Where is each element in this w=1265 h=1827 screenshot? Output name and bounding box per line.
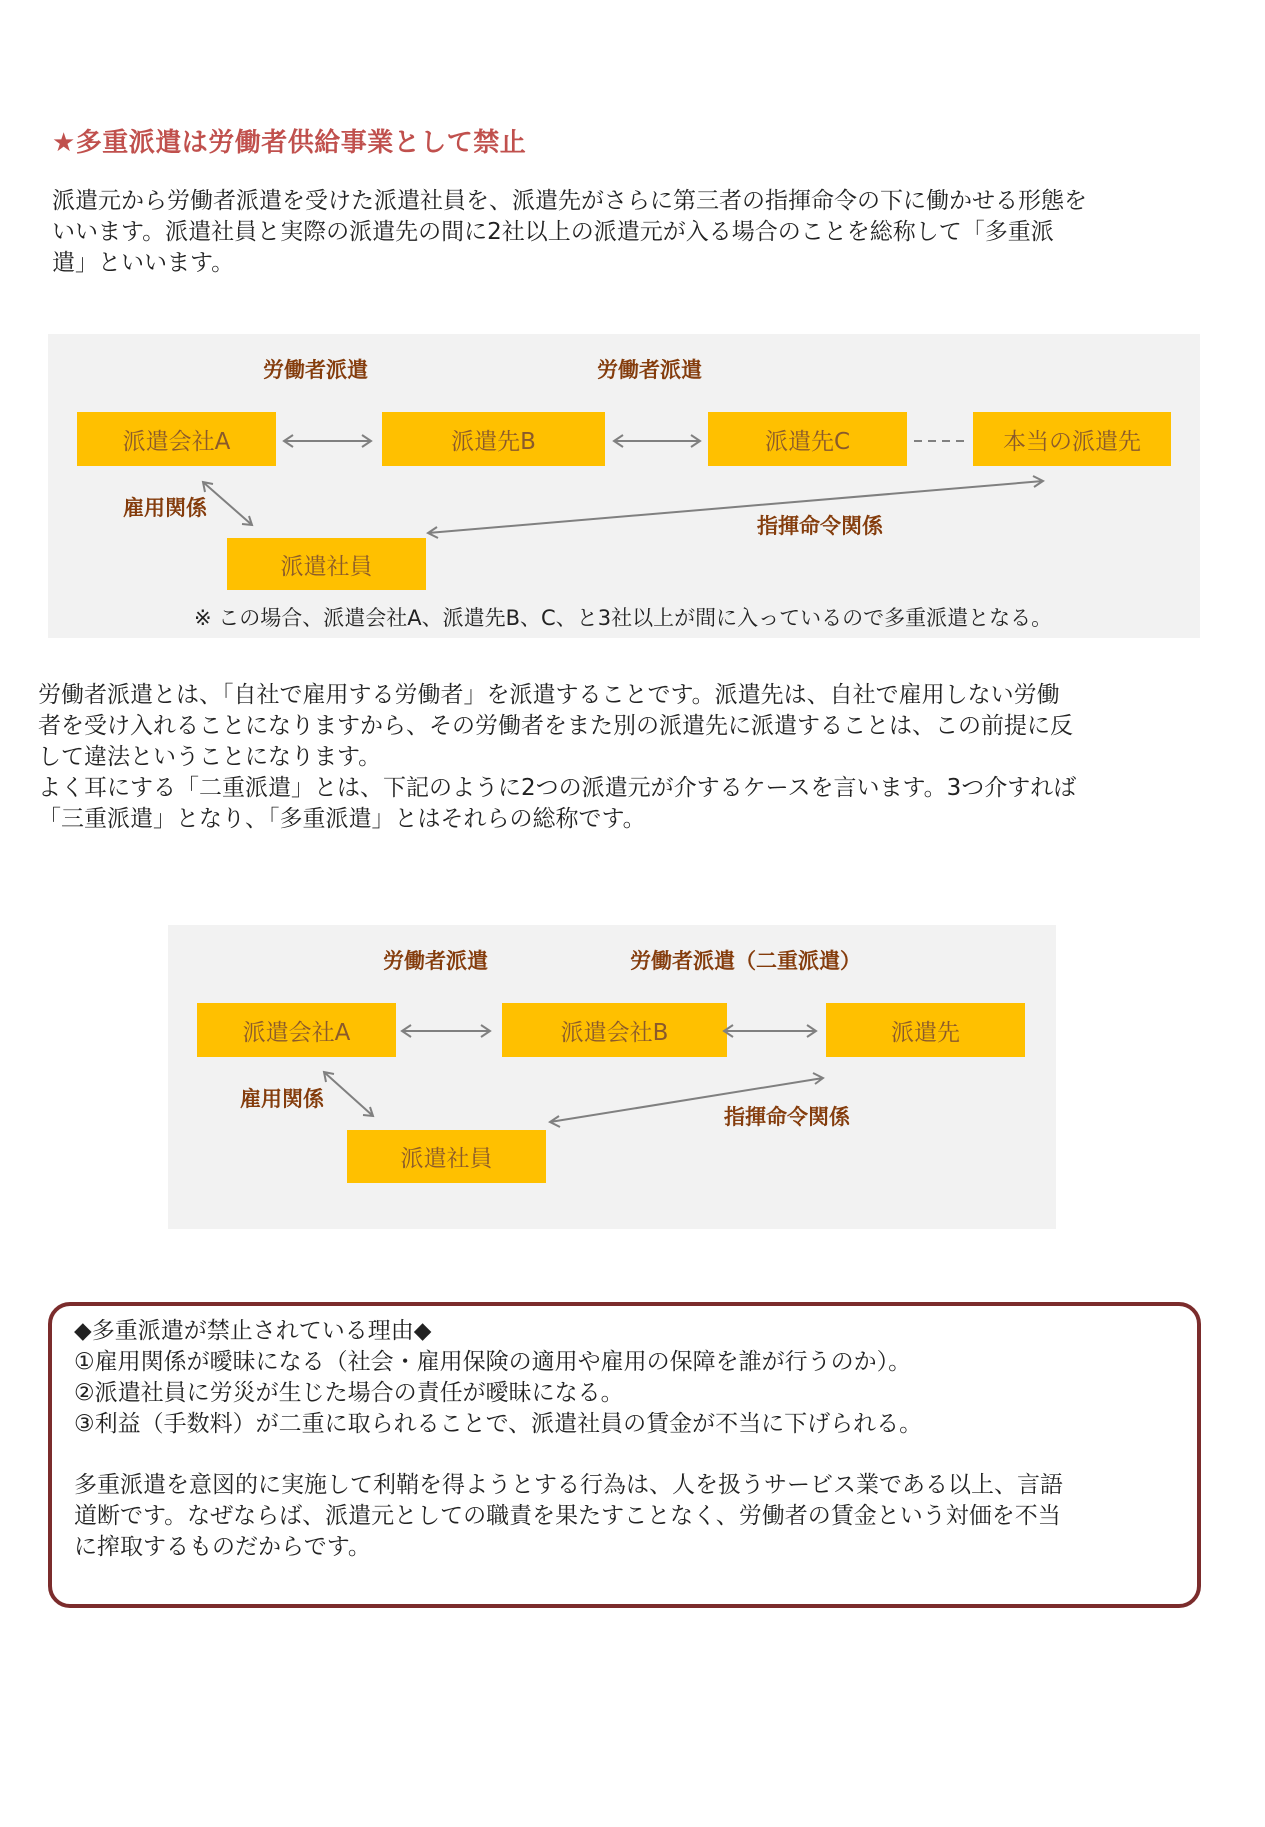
command-label: 指揮命令関係	[757, 514, 883, 538]
reason-item: ③利益（手数料）が二重に取られることで、派遣社員の賃金が不当に下げられる。	[74, 1411, 923, 1437]
reasons-paragraph: 多重派遣を意図的に実施して利鞘を得ようとする行為は、人を扱うサービス業である以上、言語 道断です。なぜならば、派遣元としての職責を果たすことなく、労働者の賃金という対価を不当 に搾取するものだからです。	[74, 1472, 1063, 1560]
diagram-double-dispatch	[168, 925, 1056, 1229]
dispatch-label-2: 労働者派遣	[597, 358, 702, 382]
reasons-box	[48, 1302, 1201, 1608]
dispatch-label-1: 労働者派遣	[383, 949, 488, 973]
box-destination-c: 派遣先C	[708, 412, 907, 466]
reason-item: ①雇用関係が曖昧になる（社会・雇用保険の適用や雇用の保障を誰が行うのか）。	[74, 1349, 912, 1375]
box-real-destination: 本当の派遣先	[973, 412, 1171, 466]
dispatch-label-2: 労働者派遣（二重派遣）	[630, 949, 861, 973]
box-destination-b: 派遣先B	[382, 412, 605, 466]
diagram-1-arrows	[48, 334, 1200, 638]
reason-item: ②派遣社員に労災が生じた場合の責任が曖昧になる。	[74, 1380, 624, 1406]
explanation-paragraph: 労働者派遣とは、「自社で雇用する労働者」を派遣することです。派遣先は、自社で雇用しない労働 者を受け入れることになりますから、その労働者をまた別の派遣先に派遣することは、この前提に反 して違法ということになります。 よく耳にする「二重派遣」とは、下記のように2つの派遣元が介するケースを言います。3つ介すれば 「三重派遣」となり、「多重派遣」とはそれらの総称です。	[38, 682, 1077, 832]
box-destination: 派遣先	[826, 1003, 1025, 1057]
diagram-1-note: ※ この場合、派遣会社A、派遣先B、C、と3社以上が間に入っているので多重派遣となる。	[194, 606, 1053, 630]
diagram-multi-dispatch	[48, 334, 1200, 638]
diagram-2-arrows	[168, 925, 1056, 1229]
dispatch-label-1: 労働者派遣	[263, 358, 368, 382]
employment-label: 雇用関係	[123, 496, 207, 520]
page-title: ★多重派遣は労働者供給事業として禁止	[52, 128, 527, 158]
box-worker: 派遣社員	[227, 538, 426, 590]
box-company-b: 派遣会社B	[502, 1003, 727, 1057]
employment-label: 雇用関係	[240, 1087, 324, 1111]
intro-paragraph: 派遣元から労働者派遣を受けた派遣社員を、派遣先がさらに第三者の指揮命令の下に働かせる形態を いいます。派遣社員と実際の派遣先の間に2社以上の派遣元が入る場合のことを総称して「多重派 遣」といいます。	[52, 188, 1087, 276]
box-worker: 派遣社員	[347, 1130, 546, 1183]
reasons-heading: ◆多重派遣が禁止されている理由◆	[74, 1318, 432, 1344]
command-label: 指揮命令関係	[724, 1105, 850, 1129]
box-company-a: 派遣会社A	[197, 1003, 396, 1057]
box-company-a: 派遣会社A	[77, 412, 276, 466]
